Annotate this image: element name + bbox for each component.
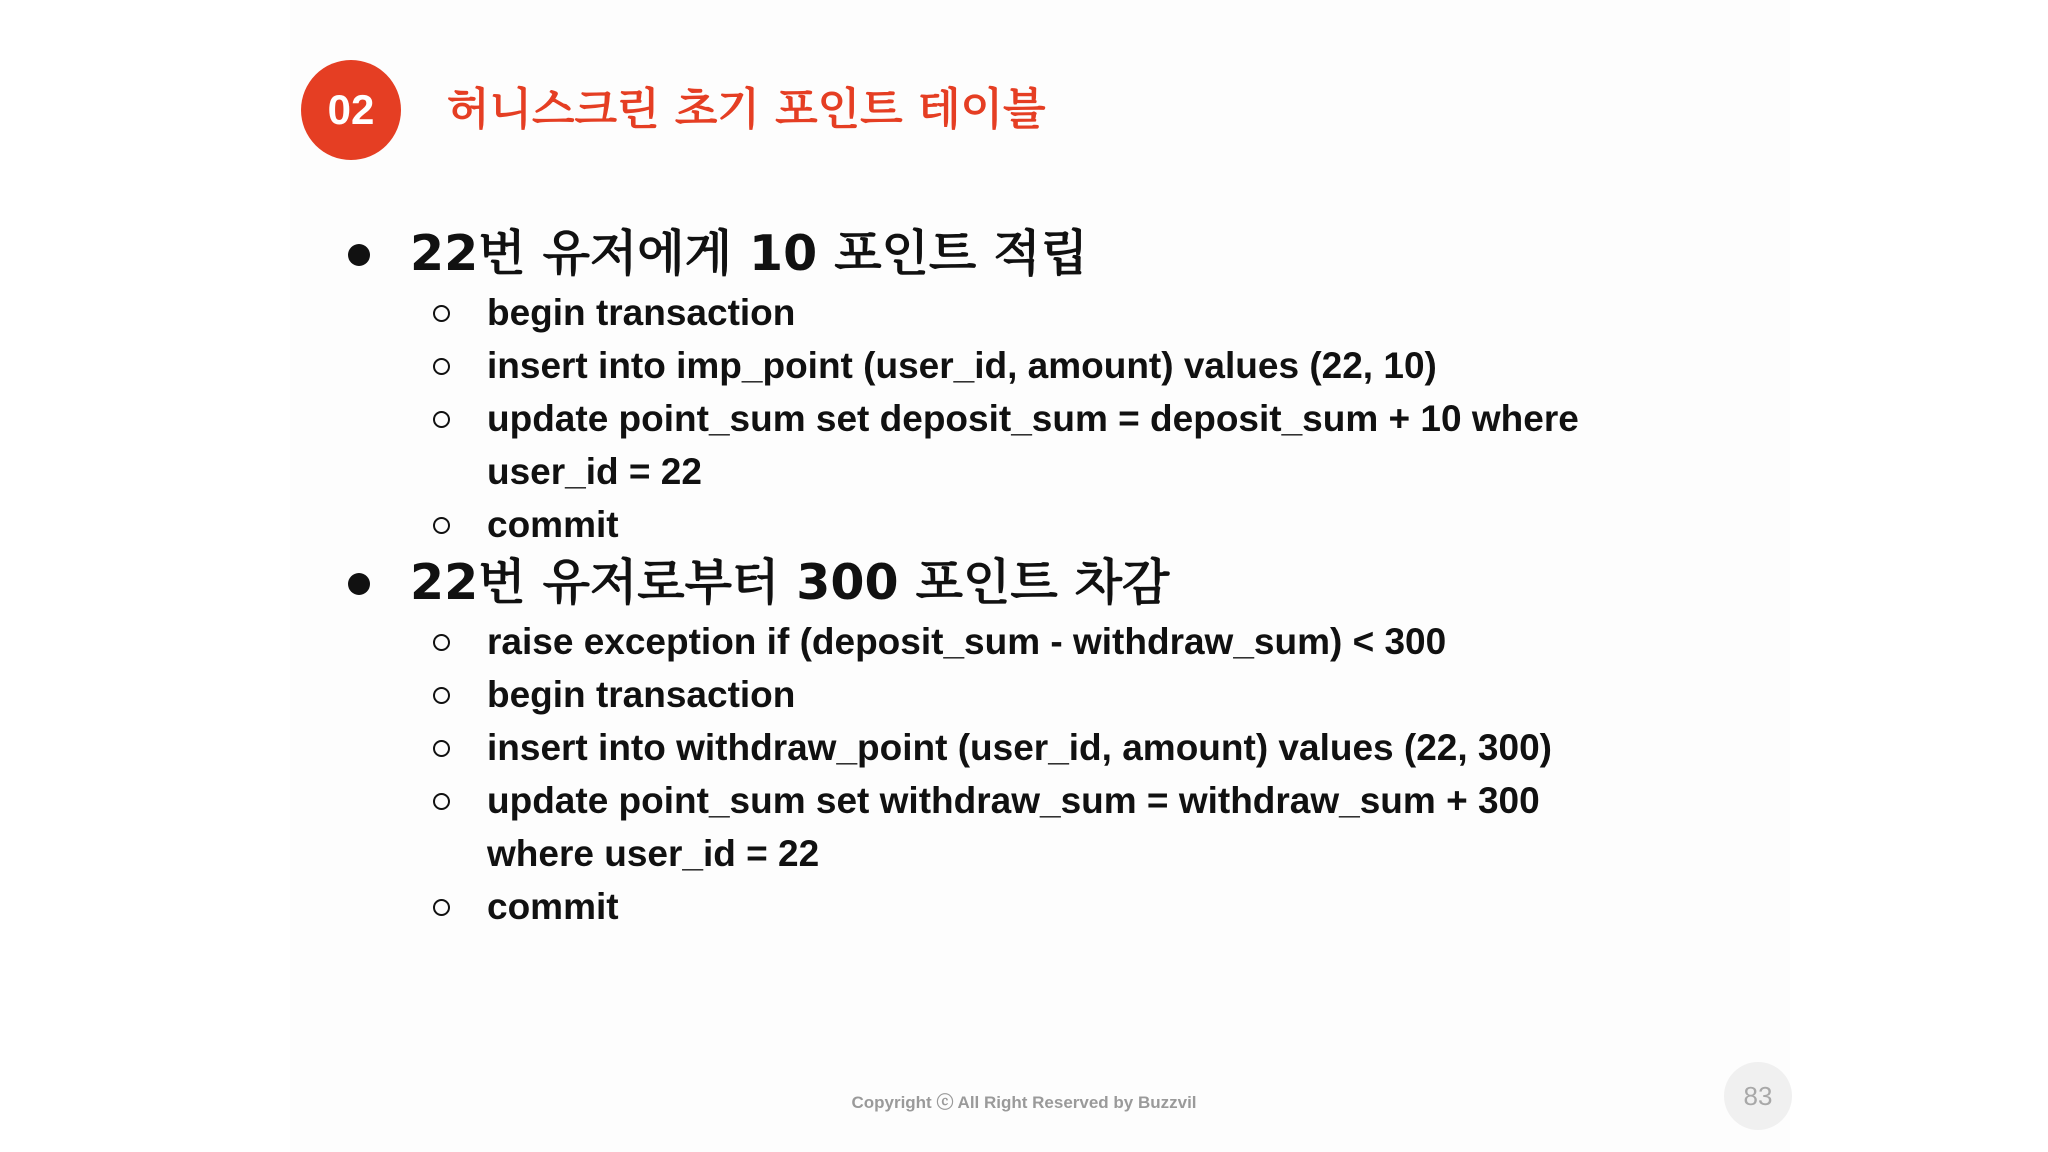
sub-item-text: begin transaction: [487, 674, 796, 715]
bullet-label: 22번 유저로부터 300 포인트 차감: [410, 554, 1170, 611]
page-number-badge: [1724, 1062, 1792, 1130]
sub-list: [348, 615, 1728, 933]
bullet-dot-icon: [348, 244, 370, 266]
sub-item-text: raise exception if (deposit_sum - withdraw_sum) < 300: [487, 621, 1447, 662]
bullet-label: 22번 유저에게 10 포인트 적립: [410, 225, 1088, 282]
sub-item: [348, 774, 1728, 880]
hollow-circle-icon: [433, 517, 450, 534]
sub-item-text: insert into withdraw_point (user_id, amount) values (22, 300): [487, 727, 1552, 768]
sub-item: [348, 339, 1728, 392]
sub-item-text-continued: where user_id = 22: [487, 833, 820, 874]
hollow-circle-icon: [433, 358, 450, 375]
sub-item: [348, 880, 1728, 933]
sub-item: [348, 498, 1728, 551]
bullet-item: [348, 222, 1728, 286]
sub-item: [348, 286, 1728, 339]
sub-item: [348, 721, 1728, 774]
hollow-circle-icon: [433, 411, 450, 428]
sub-item: [348, 615, 1728, 668]
hollow-circle-icon: [433, 740, 450, 757]
section-number: 02: [327, 86, 375, 133]
sub-item: [348, 668, 1728, 721]
page-number: 83: [1743, 1080, 1773, 1111]
sub-list: [348, 286, 1728, 551]
sub-item-text: update point_sum set withdraw_sum = withdraw_sum + 300: [487, 780, 1540, 821]
hollow-circle-icon: [433, 793, 450, 810]
sub-item-text: commit: [487, 504, 619, 545]
section-number-badge: [301, 60, 401, 160]
bullet-item: [348, 551, 1728, 615]
hollow-circle-icon: [433, 899, 450, 916]
sub-item-text: insert into imp_point (user_id, amount) values (22, 10): [487, 345, 1437, 386]
sub-item-text: begin transaction: [487, 292, 796, 333]
sub-item-text: update point_sum set deposit_sum = deposit_sum + 10 where: [487, 398, 1579, 439]
copyright-footer: Copyright ⓒ All Right Reserved by Buzzvil: [851, 1093, 1197, 1112]
sub-item: [348, 392, 1728, 498]
hollow-circle-icon: [433, 634, 450, 651]
bullet-dot-icon: [348, 573, 370, 595]
slide-title: 허니스크린 초기 포인트 테이블: [447, 84, 1046, 135]
hollow-circle-icon: [433, 305, 450, 322]
sub-item-text: commit: [487, 886, 619, 927]
bullet-list: [348, 222, 1728, 933]
hollow-circle-icon: [433, 687, 450, 704]
sub-item-text-continued: user_id = 22: [487, 451, 702, 492]
